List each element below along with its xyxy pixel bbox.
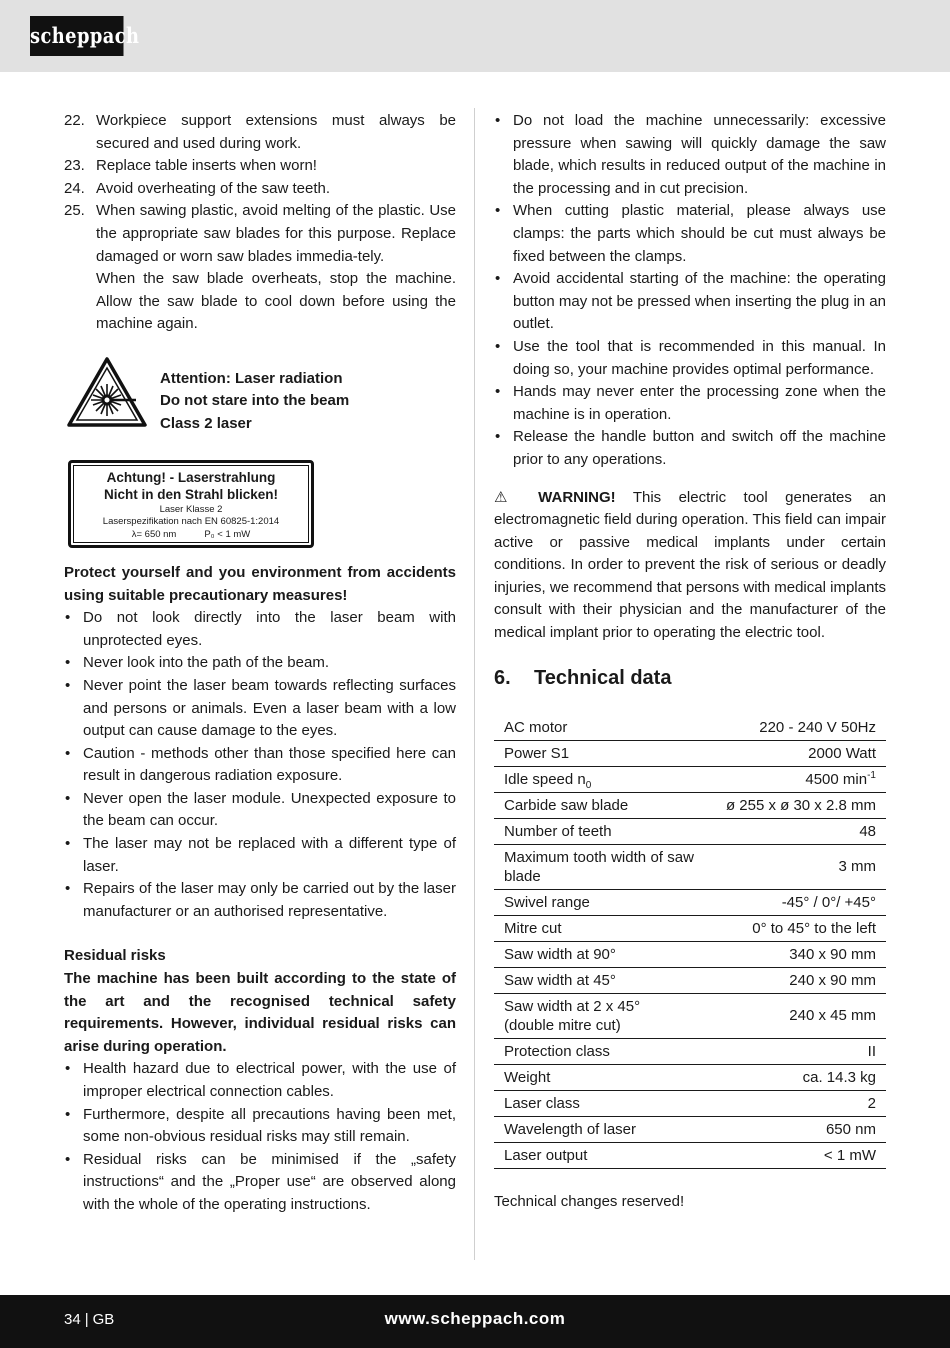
residual-bullets xyxy=(64,1058,456,1216)
table-row: Number of teeth 48 xyxy=(494,818,886,844)
list-item: • Avoid accidental starting of the machine: the operating button may not be pressed when inserting the plug in an outlet. xyxy=(494,268,886,336)
left-column xyxy=(64,110,456,1217)
scheppach-logo: scheppach xyxy=(30,16,124,56)
laser-warning-label: Achtung! - Laserstrahlung Nicht in den Strahl blicken! Laser Klasse 2 Laserspezifikation nach EN 60825-1:2014 λ= 650 nm P₀ < 1 mW xyxy=(68,460,314,548)
header-band xyxy=(0,0,950,72)
right-column xyxy=(494,110,886,1213)
laser-bullets xyxy=(64,607,456,923)
table-row: Protection class II xyxy=(494,1038,886,1064)
table-row: Saw width at 2 x 45° (double mitre cut) 240 x 45 mm xyxy=(494,993,886,1038)
table-row: Swivel range -45° / 0°/ +45° xyxy=(494,889,886,915)
laser-hazard-icon xyxy=(66,356,148,428)
list-item: • Repairs of the laser may only be carried out by the laser manufacturer or an authorised representative. xyxy=(64,878,456,923)
laser-caption: Attention: Laser radiation Do not stare into the beam Class 2 laser xyxy=(160,369,350,432)
table-row: Laser output < 1 mW xyxy=(494,1142,886,1168)
table-row: Idle speed $n_0$ 4500 $\min^{-1}$ xyxy=(494,766,886,792)
page-number: 34 | GB xyxy=(64,1311,115,1328)
operation-bullets xyxy=(494,110,886,472)
list-item: • Never point the laser beam towards reflecting surfaces and persons or animals. Even a laser beam with a low output can cause damage to the eyes. xyxy=(64,675,456,743)
list-item: • Health hazard due to electrical power, with the use of improper electrical connection cables. xyxy=(64,1058,456,1103)
warning-icon: ⚠ xyxy=(494,488,521,506)
section-title: 6. Technical data xyxy=(494,666,672,689)
list-item: • Do not look directly into the laser beam with unprotected eyes. xyxy=(64,607,456,652)
table-row: Laser class 2 xyxy=(494,1090,886,1116)
column-divider xyxy=(474,108,475,1260)
residual-intro: The machine has been built according to the state of the art and the recognised technical safety requirements. However, individual residual risks can arise during operation. xyxy=(64,970,456,1055)
list-item: 25. When sawing plastic, avoid melting of the plastic. Use the appropriate saw blades for this purpose. Replace damaged or worn saw blades immedia-tely. When the saw blade overheats, stop the machine. Allow the saw blade to cool down before using the machine again. xyxy=(64,202,456,333)
list-item: • Hands may never enter the processing zone when the machine is in operation. xyxy=(494,381,886,426)
table-row: Maximum tooth width of saw blade 3 mm xyxy=(494,844,886,889)
footer-band xyxy=(0,1295,950,1348)
list-item: • The laser may not be replaced with a different type of laser. xyxy=(64,833,456,878)
list-item: • Residual risks can be minimised if the „safety instructions“ and the „Proper use“ are observed along with the whole of the operating instructions. xyxy=(64,1149,456,1217)
warning-label: WARNING! xyxy=(538,488,616,506)
residual-heading: Residual risks xyxy=(64,947,166,965)
table-row: Saw width at 90° 340 x 90 mm xyxy=(494,941,886,967)
list-item: 22. Workpiece support extensions must always be secured and used during work. xyxy=(64,112,456,152)
list-item: • Use the tool that is recommended in this manual. In doing so, your machine provides optimal performance. xyxy=(494,336,886,381)
warning-paragraph: ⚠ WARNING! This electric tool generates an electromagnetic field during operation. This field can impair active or passive medical implants under certain conditions. In order to prevent the risk of serious or deadly injuries, we recommend that persons with medical implants consult with their physician and the manufacturer of the medical implant prior to operating the electric tool. xyxy=(494,488,886,642)
laser-warning xyxy=(64,356,456,456)
table-row: Power S1 2000 Watt xyxy=(494,740,886,766)
list-item: • Never open the laser module. Unexpected exposure to the beam can occur. xyxy=(64,788,456,833)
table-row: Mitre cut 0° to 45° to the left xyxy=(494,915,886,941)
footer-url[interactable]: www.scheppach.com xyxy=(384,1309,566,1328)
list-item: • When cutting plastic material, please always use clamps: the parts which should be cut must always be fixed between the clamps. xyxy=(494,200,886,268)
table-row: Weight ca. 14.3 kg xyxy=(494,1064,886,1090)
safety-numbered-list xyxy=(64,110,456,336)
list-item: • Do not load the machine unnecessarily: excessive pressure when sawing will quickly damage the saw blade, which results in reduced output of the machine in the processing and in cut precision. xyxy=(494,110,886,200)
list-item: • Caution - methods other than those specified here can result in dangerous radiation exposure. xyxy=(64,743,456,788)
table-row: Carbide saw blade ø 255 x ø 30 x 2.8 mm xyxy=(494,792,886,818)
table-row: Saw width at 45° 240 x 90 mm xyxy=(494,967,886,993)
table-row: AC motor 220 - 240 V 50Hz xyxy=(494,715,886,741)
list-item: 24. Avoid overheating of the saw teeth. xyxy=(64,179,331,197)
list-item: • Furthermore, despite all precautions having been met, some non-obvious residual risks may still remain. xyxy=(64,1104,456,1149)
protect-heading: Protect yourself and you environment from accidents using suitable precautionary measures! xyxy=(64,563,456,604)
list-item: 23. Replace table inserts when worn! xyxy=(64,157,317,175)
technical-note: Technical changes reserved! xyxy=(494,1192,685,1210)
technical-data-table xyxy=(494,715,886,1169)
list-item: • Never look into the path of the beam. xyxy=(64,652,456,675)
list-item: • Release the handle button and switch off the machine prior to any operations. xyxy=(494,426,886,471)
table-row: Wavelength of laser 650 nm xyxy=(494,1116,886,1142)
